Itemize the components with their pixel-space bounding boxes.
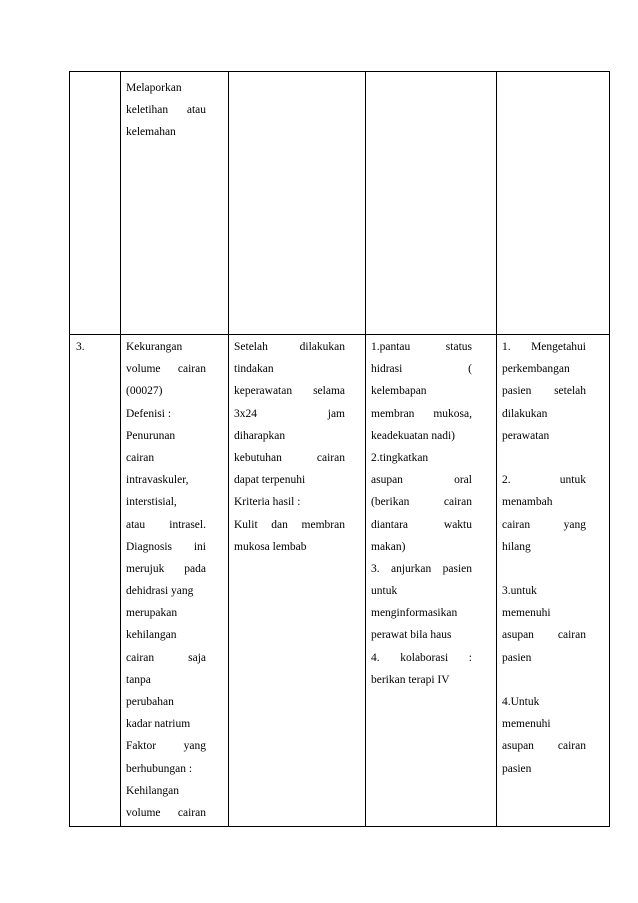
text-line: Defenisi : — [126, 407, 172, 420]
text-line: kadar natrium — [126, 718, 191, 731]
text-line: memenuhi — [502, 607, 551, 620]
text-line: asupan cairan — [502, 740, 586, 753]
text-line: dehidrasi yang — [126, 585, 194, 598]
row-divider — [70, 334, 609, 335]
text-line: Faktor yang — [126, 740, 206, 753]
text-line: dapat terpenuhi — [234, 474, 306, 487]
column-divider — [365, 72, 366, 826]
text-line: cairan — [126, 451, 155, 464]
text-line: berhubungan : — [126, 762, 193, 775]
text-line: dilakukan — [502, 407, 548, 420]
text-line: 3.untuk — [502, 585, 537, 598]
text-line: interstisial, — [126, 496, 177, 509]
text-line: Kekurangan — [126, 341, 183, 353]
diagnosis-cell — [126, 336, 206, 824]
text-line: memenuhi — [502, 718, 551, 731]
column-divider — [228, 72, 229, 826]
text-line: 3. anjurkan pasien — [371, 562, 472, 575]
text-line: menambah — [502, 496, 553, 509]
text-line: diantara waktu — [371, 518, 472, 531]
text-line: diharapkan — [234, 429, 286, 442]
text-line: pasien — [502, 651, 532, 664]
text-line: Setelah dilakukan — [234, 341, 345, 353]
text-line: merupakan — [126, 607, 178, 620]
text-line: kehilangan — [126, 629, 177, 642]
column-divider — [120, 72, 121, 826]
nursing-care-table — [69, 71, 610, 827]
text-line: 1. Mengetahui — [502, 341, 586, 353]
column-divider — [496, 72, 497, 826]
blank-line — [502, 447, 586, 469]
blank-line — [502, 558, 586, 580]
text-line: 3x24 jam — [234, 407, 345, 420]
text-line: volume cairan — [126, 363, 206, 376]
text-line: 1.pantau status — [371, 341, 472, 353]
text-line: untuk — [371, 585, 398, 598]
intervention-cell — [371, 336, 472, 691]
text-line: perkembangan — [502, 363, 570, 376]
text-line: volume cairan — [126, 806, 206, 819]
text-line: (berikan cairan — [371, 496, 472, 509]
row-number: 3. — [76, 341, 85, 353]
text-line: tanpa — [126, 673, 151, 686]
text-line: Kehilangan — [126, 784, 180, 797]
text-line: 4.Untuk — [502, 696, 540, 708]
text-line: pasien setelah — [502, 385, 586, 398]
rationale-cell — [502, 336, 586, 780]
text-line: menginformasikan — [371, 607, 458, 620]
text-line: pasien — [502, 762, 532, 775]
text-line: kelembapan — [371, 385, 427, 398]
text-line: atau intrasel. — [126, 518, 206, 531]
text-line: membran mukosa, — [371, 407, 472, 420]
prev-row-diagnosis-cell — [126, 77, 206, 144]
text-line: kelemahan — [126, 126, 176, 139]
text-line: makan) — [371, 540, 406, 553]
text-line: keadekuatan nadi) — [371, 429, 455, 442]
text-line: intravaskuler, — [126, 474, 189, 487]
goal-cell — [234, 336, 345, 558]
text-line: keletihan atau — [126, 104, 206, 117]
text-line: tindakan — [234, 363, 274, 376]
text-line: kebutuhan cairan — [234, 451, 345, 464]
row-number-cell — [76, 336, 116, 358]
blank-line — [502, 669, 586, 691]
text-line: perawatan — [502, 429, 550, 442]
text-line: cairan saja — [126, 651, 206, 664]
text-line: Penurunan — [126, 429, 176, 442]
text-line: perawat bila haus — [371, 629, 452, 642]
text-line: cairan yang — [502, 518, 586, 531]
text-line: asupan cairan — [502, 629, 586, 642]
text-line: Melaporkan — [126, 82, 182, 94]
text-line: mukosa lembab — [234, 540, 307, 553]
text-line: (00027) — [126, 385, 163, 398]
text-line: asupan oral — [371, 474, 472, 487]
text-line: hilang — [502, 540, 531, 553]
text-line: 4. kolaborasi : — [371, 651, 472, 664]
text-line: Kulit dan membran — [234, 518, 345, 531]
text-line: hidrasi ( — [371, 363, 472, 376]
text-line: merujuk pada — [126, 562, 206, 575]
text-line: Diagnosis ini — [126, 540, 206, 553]
text-line: 2. untuk — [502, 474, 586, 487]
text-line: Kriteria hasil : — [234, 496, 301, 509]
text-line: perubahan — [126, 696, 174, 708]
text-line: berikan terapi IV — [371, 673, 450, 686]
text-line: keperawatan selama — [234, 385, 345, 398]
text-line: 2.tingkatkan — [371, 451, 429, 464]
